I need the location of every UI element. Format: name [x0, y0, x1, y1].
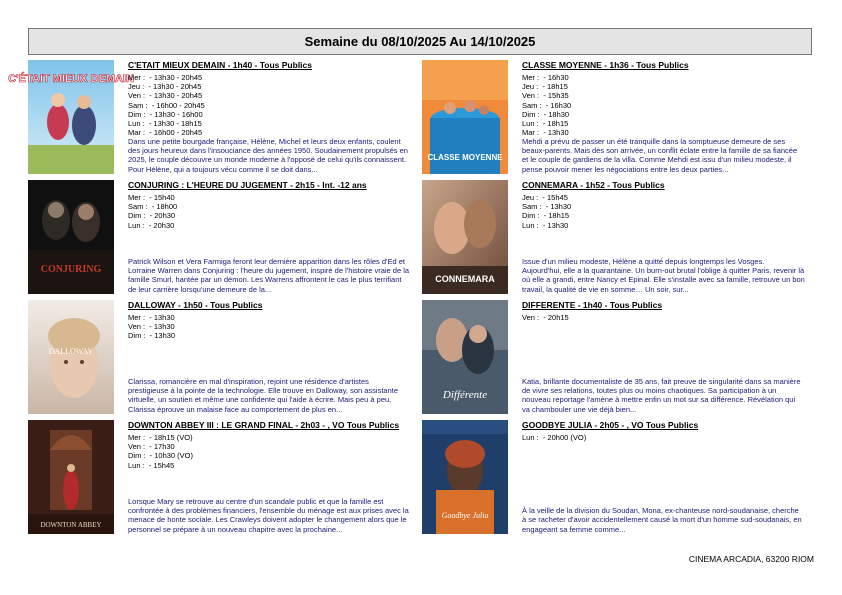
- film-poster[interactable]: [28, 300, 114, 414]
- schedule-line: Mar : - 13h30: [522, 128, 569, 138]
- poster-title: Goodbye Julia: [441, 511, 489, 520]
- schedule-list: [128, 313, 418, 341]
- film-synopsis: Katia, brillante documentaliste de 35 ans, fait preuve de singularité dans sa manière de vivre ses relations, toutes plus ou moins chaotiques. Sa participation à un nouveau reportage l'amène à mettre enfin un mot sur sa différence. Révélation qui va chambouler une vie déjà bien...: [522, 376, 801, 414]
- schedule-line: Mer : - 13h30: [128, 313, 175, 322]
- film-title[interactable]: DALLOWAY - 1h50 - Tous Publics: [128, 300, 263, 310]
- schedule-line: Mer : - 15h40: [128, 193, 175, 202]
- schedule-line: Jeu : - 13h30 - 20h45: [128, 82, 202, 92]
- film-synopsis: Dans une petite bourgade française, Hélène, Michel et leurs deux enfants, coulent des jours heureux dans l'insouciance des années 1950. Soudainement propulsés en 2025, le couple découvre un monde moderne à l'opposé de celui qu'ils connaissent. Pour Hélène, qui a toujours vécu comme il se doit dans...: [128, 136, 408, 174]
- schedule-line: Sam : - 13h30: [522, 202, 572, 212]
- poster-title: DALLOWAY: [48, 347, 94, 356]
- film-card[interactable]: [422, 180, 816, 294]
- film-synopsis: À la veille de la division du Soudan, Mona, ex-chanteuse nord-soudanaise, cherche à se racheter d'avoir accidentellement causé la mort d'un homme sud-soudanais, en engageant sa femme comme...: [522, 506, 802, 534]
- schedule-line: Lun : - 13h30 - 18h15: [128, 119, 202, 129]
- week-header: [28, 28, 812, 55]
- schedule-line: Ven : - 13h30: [128, 322, 175, 332]
- schedule-line: Dim : - 18h30: [522, 109, 570, 119]
- poster-title: DOWNTON ABBEY: [40, 521, 102, 529]
- schedule-line: Mer : - 18h15 (VO): [128, 433, 193, 442]
- poster-title: Différente: [442, 389, 488, 401]
- film-synopsis: Lorsque Mary se retrouve au centre d'un scandale public et que la famille est confrontée à des problèmes financiers, l'ensemble du ménage est aux prises avec la menace de honte sociale. Les Crawleys doivent adopter le changement alors que le personnel se prépare à un nouveau chapitre avec la prochaine...: [128, 496, 409, 534]
- schedule-line: Dim : - 13h30 - 16h00: [128, 109, 203, 119]
- schedule-line: Lun : - 20h00 (VO): [522, 433, 587, 442]
- poster-title: C'ÉTAIT MIEUX DEMAIN: [8, 73, 134, 85]
- schedule-line: Sam : - 18h00: [128, 202, 178, 212]
- schedule-line: Mar : - 16h00 - 20h45: [128, 128, 203, 138]
- week-title: Semaine du 08/10/2025 Au 14/10/2025: [304, 34, 536, 49]
- schedule-line: Lun : - 20h30: [128, 220, 175, 230]
- schedule-line: Dim : - 10h30 (VO): [128, 451, 194, 461]
- poster-title: CONNEMARA: [435, 274, 495, 284]
- schedule-line: Sam : - 16h00 - 20h45: [128, 100, 205, 110]
- film-title[interactable]: GOODBYE JULIA - 2h05 - , VO Tous Publics: [522, 420, 699, 430]
- schedule-line: Ven : - 20h15: [522, 313, 569, 322]
- schedule-line: Jeu : - 15h45: [522, 193, 568, 202]
- film-card[interactable]: [422, 420, 816, 534]
- film-title[interactable]: CONNEMARA - 1h52 - Tous Publics: [522, 180, 665, 190]
- film-poster[interactable]: [422, 180, 508, 294]
- poster-title: CLASSE MOYENNE: [427, 153, 503, 162]
- schedule-line: Lun : - 18h15: [522, 119, 569, 129]
- film-card[interactable]: [28, 180, 422, 294]
- schedule-list: [128, 193, 418, 230]
- film-synopsis: Issue d'un milieu modeste, Hélène a quitté depuis longtemps les Vosges. Aujourd'hui, elle a la quarantaine. Un burn-out brutal l'oblige à quitter Paris, revenir là où elle a grandi, entre Nancy et Epinal. Elle s'installe avec sa famille, retrouve un bon travail, la qualité de vie en somme… Un soir, sur...: [522, 256, 805, 294]
- cinema-footer: CINEMA ARCADIA, 63200 RIOM: [688, 554, 814, 564]
- film-title[interactable]: DOWNTON ABBEY III : LE GRAND FINAL - 2h03 - , VO Tous Publics: [128, 420, 400, 430]
- film-title[interactable]: CONJURING : L'HEURE DU JUGEMENT - 2h15 - Int. -12 ans: [128, 180, 367, 190]
- schedule-line: Mer : - 13h30 - 20h45: [128, 73, 203, 82]
- schedule-line: Dim : - 13h30: [128, 331, 176, 341]
- film-poster[interactable]: [28, 180, 114, 294]
- film-synopsis: Patrick Wilson et Vera Farmiga feront leur dernière apparition dans les rôles d'Ed et Lorraine Warren dans Conjuring : l'heure du jugement, inspiré de l'histoire vraie de la famille Smurl, hantée par un démon. Les Warrens affrontent le cas le plus terrifiant de leur carrière lorsqu'une demeure de la...: [128, 256, 410, 294]
- schedule-line: Dim : - 20h30: [128, 211, 176, 221]
- schedule-list: [522, 73, 812, 137]
- schedule-line: Mer : - 16h30: [522, 73, 569, 82]
- film-poster[interactable]: [28, 420, 114, 534]
- film-card[interactable]: [422, 60, 816, 174]
- film-synopsis: Mehdi a prévu de passer un été tranquille dans la somptueuse demeure de ses beaux-parents. Mais dès son arrivée, un conflit éclate entre la famille de sa fiancée et le couple de gardiens de la villa. Comme Mehdi est issu d'un milieu modeste, il pense pouvoir mener les négociations entre les deux parties...: [522, 136, 798, 174]
- schedule-line: Ven : - 15h35: [522, 91, 569, 101]
- schedule-list: [128, 73, 418, 137]
- film-title[interactable]: DIFFERENTE - 1h40 - Tous Publics: [522, 300, 663, 310]
- schedule-line: Dim : - 18h15: [522, 211, 570, 221]
- schedule-list: [128, 433, 418, 470]
- film-poster[interactable]: [422, 420, 508, 534]
- film-title[interactable]: CLASSE MOYENNE - 1h36 - Tous Publics: [522, 60, 689, 70]
- schedule-list: [522, 433, 812, 442]
- schedule-line: Lun : - 13h30: [522, 220, 569, 230]
- film-card[interactable]: [28, 420, 422, 534]
- schedule-line: Lun : - 15h45: [128, 460, 175, 470]
- schedule-line: Ven : - 17h30: [128, 442, 175, 452]
- film-card[interactable]: [28, 300, 422, 414]
- film-poster[interactable]: [8, 60, 134, 174]
- film-synopsis: Clarissa, romancière en mal d'inspiration, rejoint une résidence d'artistes prestigieuse à la pointe de la technologie. Elle trouve en Dalloway, son assistante virtuelle, un soutien et même une confidente qui l'aide à écrire. Mais peu à peu, Clarissa éprouve un malaise face au comportement de plus en...: [128, 376, 399, 414]
- film-poster[interactable]: [422, 300, 508, 414]
- film-poster[interactable]: [422, 60, 508, 174]
- film-card[interactable]: [8, 60, 422, 174]
- schedule-line: Jeu : - 18h15: [522, 82, 568, 92]
- film-card[interactable]: [422, 300, 816, 414]
- schedule-line: Ven : - 13h30 - 20h45: [128, 91, 203, 101]
- film-title[interactable]: C'ETAIT MIEUX DEMAIN - 1h40 - Tous Publics: [128, 60, 312, 70]
- schedule-line: Sam : - 16h30: [522, 100, 572, 110]
- schedule-list: [522, 313, 812, 322]
- schedule-list: [522, 193, 812, 230]
- poster-title: CONJURING: [40, 264, 102, 275]
